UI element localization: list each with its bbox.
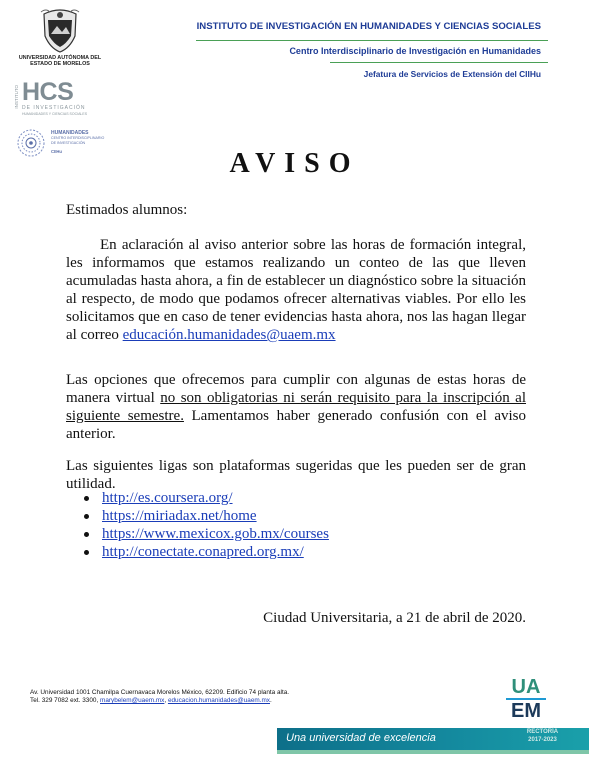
page-title: AVISO: [229, 148, 360, 179]
ciihu-subtitle-2: DE INVESTIGACIÓN: [51, 140, 86, 145]
list-item: [82, 507, 329, 525]
hcs-vertical-text: INSTITUTO: [14, 85, 19, 109]
paragraph-3: Las siguientes ligas son plataformas sugeridas que les pueden ser de gran utilidad.: [66, 458, 526, 492]
footer-slogan: Una universidad de excelencia: [286, 732, 436, 744]
ciihu-title: HUMANIDADES: [51, 130, 89, 136]
bullet-icon: [84, 496, 89, 501]
link-mexicox[interactable]: https://www.mexicox.gob.mx/courses: [102, 526, 329, 542]
bullet-icon: [84, 550, 89, 555]
uaem-logo-top: UA: [511, 676, 541, 698]
bullet-icon: [84, 532, 89, 537]
footer-band-accent: [277, 750, 589, 754]
rectoria-label: [496, 729, 589, 744]
uaem-shield-logo: [8, 6, 112, 68]
hcs-subtitle-small: HUMANIDADES Y CIENCIAS SOCIALES: [22, 112, 88, 116]
greeting: Estimados alumnos:: [66, 202, 188, 218]
university-name: UNIVERSIDAD AUTÓNOMA DEL ESTADO DE MORELOS: [18, 55, 102, 68]
uaem-logo-mark: [506, 677, 546, 725]
contact-line: [30, 697, 289, 705]
header-divider-2: [330, 62, 548, 63]
list-item: [82, 543, 329, 561]
paragraph-2-lead: Las opciones que ofrecemos para cumplir con algunas de estas horas de manera virtual: [66, 372, 526, 406]
email-link-1[interactable]: marybelem@uaem.mx: [100, 697, 165, 704]
phone-text: Tel. 329 7082 ext. 3300,: [30, 697, 99, 704]
link-conectate[interactable]: http://conectate.conapred.org.mx/: [102, 544, 304, 560]
paragraph-2: [66, 371, 526, 443]
shield-icon: [38, 6, 82, 54]
hcs-logo: [14, 78, 112, 116]
separator: ,: [164, 697, 167, 704]
address-line: Av. Universidad 1001 Chamilpa Cuernavaca Morelos México, 62209. Edificio 74 planta alta.: [30, 689, 290, 696]
list-item: [82, 525, 329, 543]
paragraph-2-tail: Lamentamos haber generado confusión con el aviso anterior.: [66, 408, 526, 442]
office-name: Jefatura de Servicios de Extensión del CIIHu: [363, 69, 541, 79]
ciihu-subtitle-1: CENTRO INTERDISCIPLINARIO: [51, 136, 105, 140]
hcs-subtitle: DE INVESTIGACIÓN: [22, 105, 86, 111]
header-institute: [197, 21, 541, 32]
list-item: [82, 489, 329, 507]
uaem-logo-bottom: EM: [511, 700, 541, 722]
center-name: Centro Interdisciplinario de Investigación en Humanidades: [289, 46, 541, 56]
link-miriadax[interactable]: https://miriadax.net/home: [102, 508, 257, 524]
paragraph-1: [66, 236, 526, 344]
bullet-icon: [84, 514, 89, 519]
rectoria-period: 2017-2023: [528, 736, 557, 743]
rectoria-text: RECTORÍA: [526, 729, 559, 735]
paragraph-2-underlined: no son obligatorias ni serán requisito para la inscripción al siguiente semestre.: [66, 390, 527, 424]
hcs-word: HCS: [22, 78, 74, 106]
signature-date: Ciudad Universitaria, a 21 de abril de 2020.: [263, 610, 526, 626]
email-link-2[interactable]: educacion.humanidades@uaem.mx: [167, 697, 270, 704]
contact-email-link[interactable]: educación.humanidades@uaem.mx: [122, 327, 336, 343]
ciihu-short: CIIHu: [51, 149, 62, 154]
footer-address: [30, 689, 289, 705]
institute-name: INSTITUTO DE INVESTIGACIÓN EN HUMANIDADES Y CIENCIAS SOCIALES: [196, 21, 541, 32]
header-divider-1: [196, 40, 548, 41]
period-mark: .: [270, 697, 272, 704]
links-list: [82, 489, 329, 561]
paragraph-1-text: En aclaración al aviso anterior sobre las horas de formación integral, les informamos que estamos realizando un conteo de las que lleven acumuladas hasta ahora, a fin de establecer un diagnóstico sobre la situación al respecto, de modo que podamos ofrecer alternativas viables. Por ello les solicitamos que en caso de tener evidencias hasta ahora, nos las hagan llegar al correo: [66, 237, 526, 343]
link-coursera[interactable]: http://es.coursera.org/: [102, 490, 233, 506]
